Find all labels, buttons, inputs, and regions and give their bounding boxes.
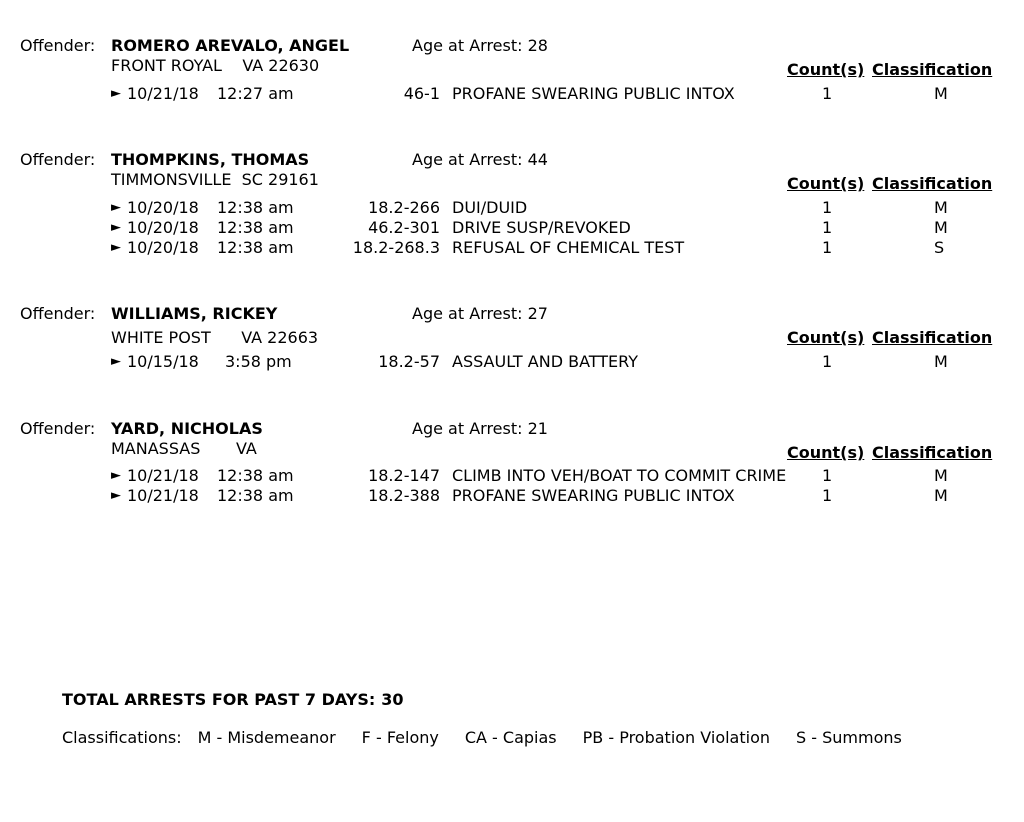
- arrow-icon: ►: [111, 200, 121, 215]
- statute-code: 18.2-268.3: [352, 238, 440, 257]
- count-header: Count(s): [787, 174, 865, 193]
- age-value: 27: [527, 304, 548, 323]
- arrow-icon: ►: [111, 86, 121, 101]
- age-label: Age at Arrest:: [412, 150, 523, 169]
- charge-description: REFUSAL OF CHEMICAL TEST: [452, 238, 685, 257]
- statute-code: 18.2-57: [378, 352, 440, 371]
- offender-record: [0, 36, 1024, 136]
- offender-location: TIMMONSVILLE SC 29161: [111, 170, 319, 189]
- arrow-icon: ►: [111, 240, 121, 255]
- age-label: Age at Arrest:: [412, 36, 523, 55]
- classification-header: Classification: [872, 443, 993, 462]
- age-value: 44: [527, 150, 548, 169]
- offender-location: FRONT ROYAL VA 22630: [111, 56, 320, 75]
- charge-date: 10/21/18: [127, 486, 199, 505]
- charge-classification: S: [934, 238, 945, 257]
- offender-label: Offender:: [20, 36, 96, 55]
- charge-count: 1: [822, 352, 833, 371]
- charge-description: PROFANE SWEARING PUBLIC INTOX: [452, 486, 735, 505]
- charge-description: PROFANE SWEARING PUBLIC INTOX: [452, 84, 735, 103]
- age-at-arrest: [412, 419, 548, 438]
- charge-row: [0, 466, 1024, 486]
- count-header: Count(s): [787, 60, 865, 79]
- charge-time: 12:38 am: [217, 466, 294, 485]
- arrow-icon: ►: [111, 354, 121, 369]
- charge-time: 12:38 am: [217, 486, 294, 505]
- legend-item-felony: F - Felony: [361, 728, 439, 747]
- offender-label: Offender:: [20, 150, 96, 169]
- charge-time: 12:38 am: [217, 198, 294, 217]
- total-value: 30: [381, 690, 404, 709]
- age-at-arrest: [412, 304, 548, 323]
- legend-item-probation-violation: PB - Probation Violation: [582, 728, 770, 747]
- offender-name: YARD, NICHOLAS: [111, 419, 263, 438]
- charge-row: [0, 84, 1024, 104]
- statute-code: 46-1: [403, 84, 440, 103]
- charge-description: ASSAULT AND BATTERY: [452, 352, 639, 371]
- legend-item-summons: S - Summons: [796, 728, 902, 747]
- charge-row: [0, 218, 1024, 238]
- charge-row: [0, 352, 1024, 372]
- classification-header: Classification: [872, 328, 993, 347]
- classification-legend: [62, 728, 928, 747]
- charge-count: 1: [822, 486, 833, 505]
- classification-header: Classification: [872, 60, 993, 79]
- charge-count: 1: [822, 84, 833, 103]
- offender-name: WILLIAMS, RICKEY: [111, 304, 278, 323]
- age-label: Age at Arrest:: [412, 304, 523, 323]
- classification-header: Classification: [872, 174, 993, 193]
- charge-date: 10/21/18: [127, 84, 199, 103]
- charge-count: 1: [822, 238, 833, 257]
- charge-classification: M: [934, 466, 948, 485]
- total-arrests: [62, 690, 404, 709]
- legend-item-capias: CA - Capias: [464, 728, 557, 747]
- age-label: Age at Arrest:: [412, 419, 523, 438]
- legend-label: Classifications:: [62, 728, 182, 747]
- charge-description: DRIVE SUSP/REVOKED: [452, 218, 631, 237]
- arrow-icon: ►: [111, 220, 121, 235]
- charge-count: 1: [822, 466, 833, 485]
- charge-description: DUI/DUID: [452, 198, 528, 217]
- offender-record: [0, 304, 1024, 404]
- charge-time: 3:58 pm: [225, 352, 292, 371]
- charge-row: [0, 238, 1024, 258]
- offender-name: THOMPKINS, THOMAS: [111, 150, 310, 169]
- age-at-arrest: [412, 36, 548, 55]
- legend-item-misdemeanor: M - Misdemeanor: [197, 728, 336, 747]
- charge-classification: M: [934, 198, 948, 217]
- arrow-icon: ►: [111, 468, 121, 483]
- charge-count: 1: [822, 198, 833, 217]
- charge-row: [0, 486, 1024, 506]
- charge-classification: M: [934, 84, 948, 103]
- offender-label: Offender:: [20, 304, 96, 323]
- charge-date: 10/20/18: [127, 218, 199, 237]
- charge-date: 10/20/18: [127, 238, 199, 257]
- charge-classification: M: [934, 352, 948, 371]
- age-at-arrest: [412, 150, 548, 169]
- charge-date: 10/15/18: [127, 352, 199, 371]
- offender-record: [0, 150, 1024, 257]
- charge-time: 12:27 am: [217, 84, 294, 103]
- age-value: 28: [527, 36, 548, 55]
- charge-date: 10/21/18: [127, 466, 199, 485]
- charge-classification: M: [934, 218, 948, 237]
- arrow-icon: ►: [111, 488, 121, 503]
- offender-record: [0, 419, 1024, 519]
- offender-label: Offender:: [20, 419, 96, 438]
- offender-location: WHITE POST VA 22663: [111, 328, 319, 347]
- charge-date: 10/20/18: [127, 198, 199, 217]
- charge-description: CLIMB INTO VEH/BOAT TO COMMIT CRIME: [452, 466, 787, 485]
- count-header: Count(s): [787, 328, 865, 347]
- count-header: Count(s): [787, 443, 865, 462]
- charge-count: 1: [822, 218, 833, 237]
- charge-row: [0, 198, 1024, 218]
- statute-code: 18.2-147: [368, 466, 440, 485]
- charge-time: 12:38 am: [217, 218, 294, 237]
- statute-code: 18.2-388: [368, 486, 440, 505]
- age-value: 21: [527, 419, 548, 438]
- statute-code: 46.2-301: [368, 218, 440, 237]
- charge-time: 12:38 am: [217, 238, 294, 257]
- charge-classification: M: [934, 486, 948, 505]
- statute-code: 18.2-266: [368, 198, 440, 217]
- total-label: TOTAL ARRESTS FOR PAST 7 DAYS:: [62, 690, 376, 709]
- offender-location: MANASSAS VA: [111, 439, 257, 458]
- offender-name: ROMERO AREVALO, ANGEL: [111, 36, 350, 55]
